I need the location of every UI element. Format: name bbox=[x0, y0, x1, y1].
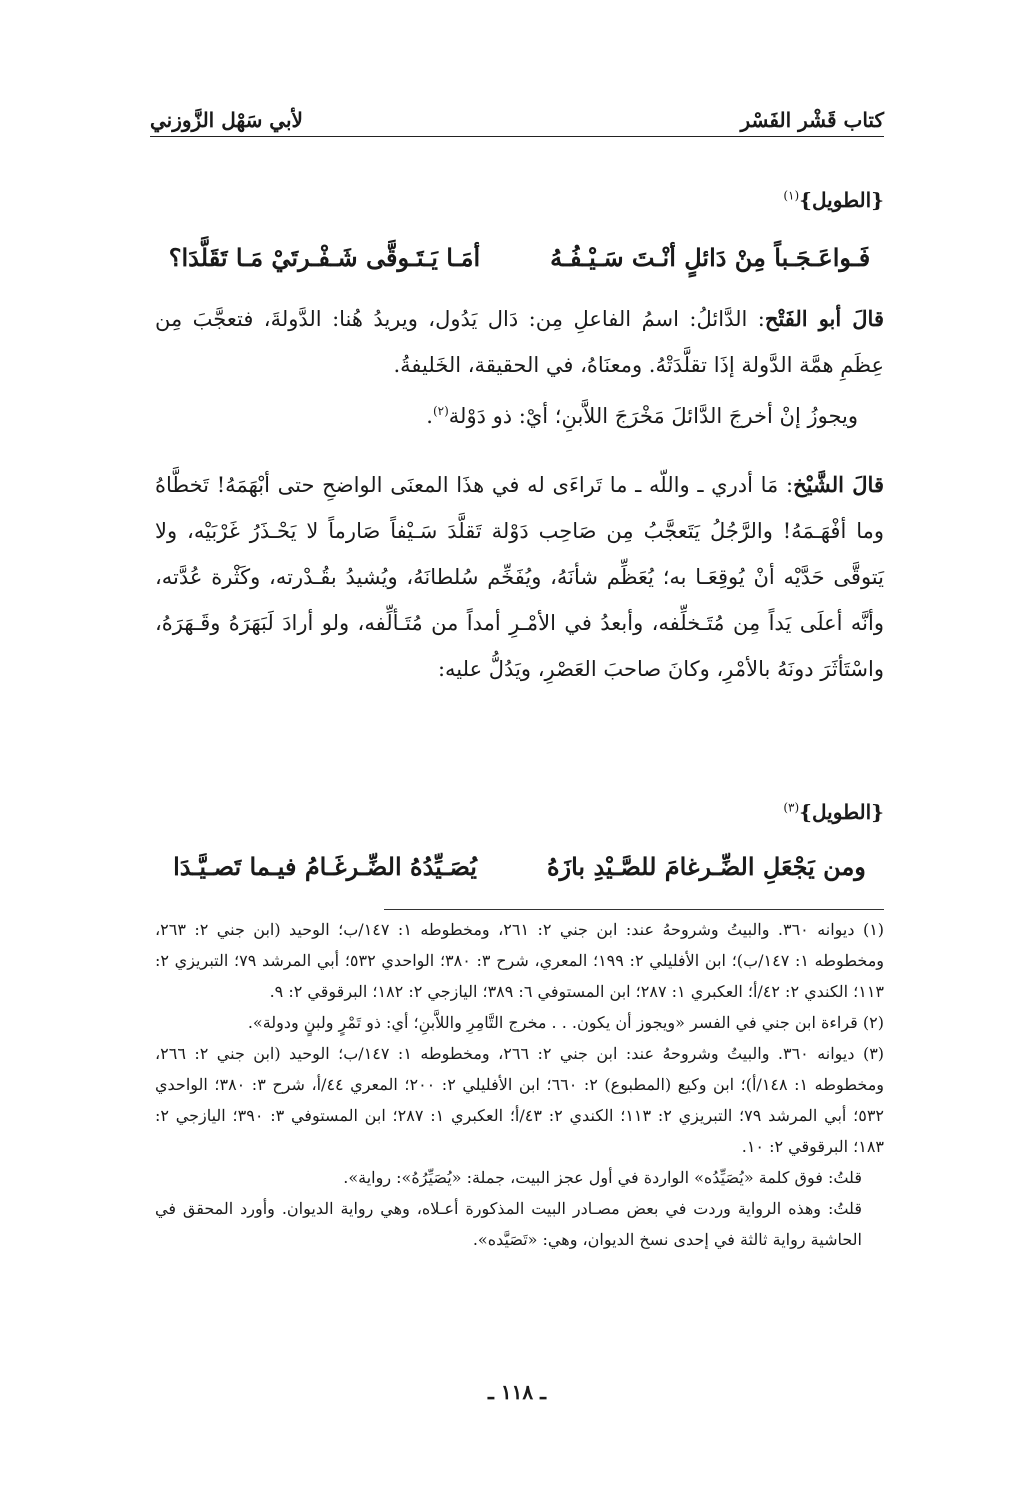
footnotes bbox=[155, 914, 884, 1255]
meter-label: {الطويل} bbox=[799, 188, 884, 212]
footnote-separator bbox=[384, 909, 884, 910]
verse-2 bbox=[155, 852, 884, 881]
speaker-label-abu-alfath: قالَ أبو الفَتْح bbox=[764, 306, 884, 331]
commentary-text-2: ويجوزُ إنْ أخرجَ الدَّائلَ مَخْرَجَ اللاَّبنِ؛ أيْ: ذو دَوْلة bbox=[448, 404, 858, 428]
verse-2-second-hemistich: يُصَـيِّدُهُ الضِّـرغَـامُ فيـما تَصـيَّـدَا bbox=[173, 852, 477, 881]
verse-2-first-hemistich: ومن يَجْعَلِ الضِّـرغامَ للصَّـيْدِ بازَهُ bbox=[546, 852, 866, 881]
footnote-2: (٢) قراءة ابن جني في الفسر «ويجوز أن يكون. . . مخرج التَّامِرِ واللاَّبنِ؛ أي: ذو تَمْرٍ ولبنٍ ودولة». bbox=[247, 1013, 884, 1032]
page-number: ـ ١١٨ ـ bbox=[488, 1380, 546, 1404]
footnote-3-remark-2: قلتُ: وهذه الرواية وردت في بعض مصـادر البيت المذكورة أعـلاه، وهي رواية الديوان. وأورد المحقق في الحاشية رواية ثالثة في إحدى نسخ الديوان، وهي: «تَصَيَّده». bbox=[155, 1199, 862, 1249]
header-author: لأبي سَهْل الزَّوزني bbox=[150, 108, 303, 132]
footnote-ref-2: (٢) bbox=[432, 404, 449, 418]
commentary-text-1: : الدَّائلُ: اسمُ الفاعلِ مِن: دَال يَدُول، ويريدُ هُنا: الدَّولةَ، فتعجَّبَ مِن عِظَمِ همَّة الدَّولة إذَا تقلَّدَتْهُ. ومعنَاهُ، في الحقيقة، الخَليفةُ. bbox=[155, 307, 884, 377]
footnote-1: (١) ديوانه ٣٦٠. والبيتُ وشروحهُ عند: ابن جني ٢: ٢٦١، ومخطوطه ١: ١٤٧/ب؛ الوحيد (ابن جني ٢: ٢٦٣، ومخطوطه ١: ١٤٧/ب)؛ ابن الأفليلي ٢: ١٩٩؛ المعري، شرح ٣: ٣٨٠؛ الواحدي ٥٣٢؛ أبي المرشد ٧٩؛ التبريزي ٢: ١١٣؛ الكندي ٢: ٤٢/أ؛ العكبري ١: ٢٨٧؛ ابن المستوفي ٦: ٣٨٩؛ اليازجي ٢: ١٨٢؛ البرقوقي ٢: ٩. bbox=[155, 920, 885, 1001]
meter-label-2: {الطويل} bbox=[799, 800, 884, 824]
footnote-ref-3: (٣) bbox=[783, 800, 800, 815]
commentary-text-3: : مَا أدري ـ واللّه ـ ما تَراءَى له في هذَا المعنَى الواضحِ حتى أبْهَمَهُ! تَخطَّاهُ وما أفْهَـمَهُ! والرَّجُلُ يَتَعجَّبُ مِن صَاحِب دَوْلة تَقلَّدَ سَـيْفاً صَارماً لا يَحْـذَرُ غَرْبَيْه، ولا يَتوقَّى حَدَّيْه أنْ يُوقِعَـا به؛ يُعَظِّم شأنَهُ، ويُفَخِّم سُلطانَهُ، ويُشيدُ بقُـدْرته، وكَثْرة عُدَّته، وأنَّه أعلَى يَداً مِن مُتَـخلِّفه، وأبعدُ في الأمْـرِ أمداً من مُتَـألِّفه، ولو أرادَ لَبَهَرَهُ وقَـهَرَهُ، واسْتَأثَرَ دونَهُ بالأمْرِ، وكانَ صاحبَ العَصْرِ، ويَدُلُّ عليه: bbox=[155, 473, 884, 681]
running-header bbox=[150, 98, 884, 137]
verse-1-first-hemistich: فَـواعَـجَـباً مِنْ دَائلٍ أنْـتَ سَـيْـفُـهُ bbox=[550, 243, 871, 272]
meter-heading-2 bbox=[155, 800, 884, 824]
speaker-label-sheikh: قالَ الشَّيْخ bbox=[793, 472, 884, 497]
footnote-3-remark-1: قلتُ: فوق كلمة «يُصَيِّدُه» الواردة في أول عجز البيت، جملة: «يُصَيِّرُهُ»: رواية». bbox=[343, 1168, 862, 1187]
commentary-abu-alfath: قالَ أبو الفَتْح: الدَّائلُ: اسمُ الفاعلِ مِن: دَال يَدُول، ويريدُ هُنا: الدَّولةَ، فتعجَّبَ مِن عِظَمِ همَّة الدَّولة إذَا تقلَّدَتْهُ. ومعنَاهُ، في الحقيقة، الخَليفةُ. ويجوزُ إنْ أخرجَ الدَّائلَ مَخْرَجَ اللاَّبنِ؛ أيْ: ذو دَوْلة$^{(٢)}$. bbox=[155, 306, 884, 428]
commentary-sheikh bbox=[155, 462, 884, 692]
footnote-ref-1: (١) bbox=[783, 188, 800, 203]
meter-heading-1 bbox=[155, 188, 884, 212]
header-book-title: كتاب قَشْر الفَسْر bbox=[740, 108, 884, 132]
verse-1 bbox=[155, 243, 884, 272]
verse-1-second-hemistich: أمَـا يَـتَـوقَّى شَـفْـرتَيْ مَـا تَقَلَّدَا؟ bbox=[168, 243, 481, 272]
footnote-3: (٣) ديوانه ٣٦٠. والبيتُ وشروحهُ عند: ابن جني ٢: ٢٦٦، ومخطوطه ١: ١٤٧/ب؛ الوحيد (ابن جني ٢: ٢٦٦، ومخطوطه ١: ١٤٨/أ)؛ ابن وكيع (المطبوع) ٢: ٦٦٠؛ ابن الأفليلي ٢: ٢٠٠؛ المعري ٤٤/أ، شرح ٣: ٣٨٠؛ الواحدي ٥٣٢؛ أبي المرشد ٧٩؛ التبريزي ٢: ١١٣؛ الكندي ٢: ٤٣/أ؛ العكبري ١: ٢٨٧؛ ابن المستوفي ٣: ٣٩٠؛ اليازجي ٢: ١٨٣؛ البرقوقي ٢: ١٠. bbox=[155, 1044, 885, 1156]
